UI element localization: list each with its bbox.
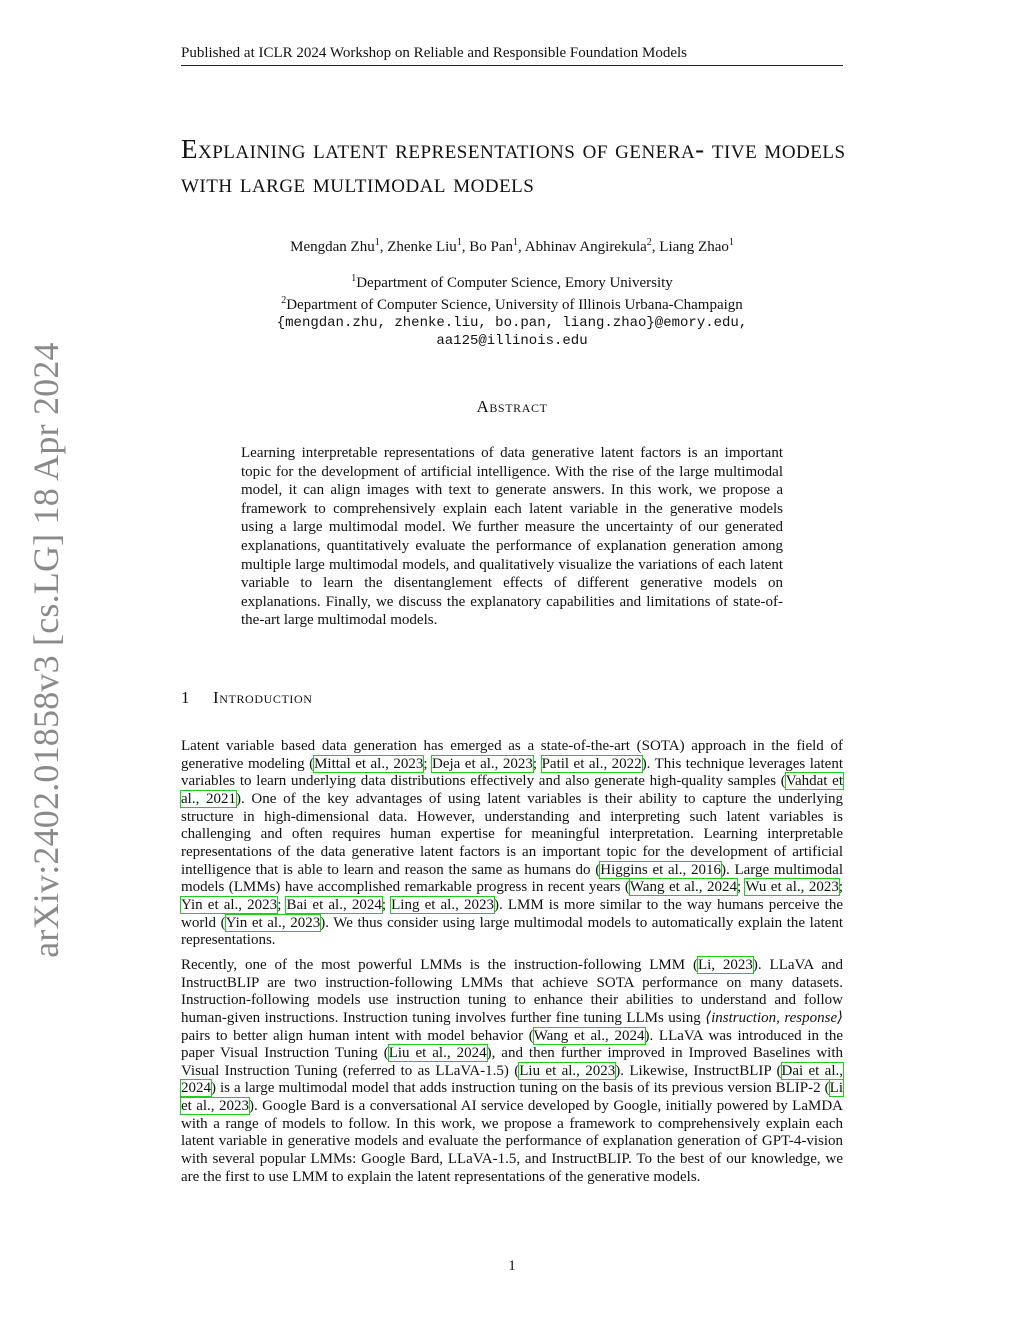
citation-link[interactable]: Vahdat et al., 2021	[181, 773, 844, 807]
arxiv-identifier: arXiv:2402.01858v3 [cs.LG] 18 Apr 2024	[26, 342, 66, 958]
citation-link[interactable]: Liu et al., 2023	[519, 1062, 616, 1079]
author: Bo Pan	[469, 239, 514, 255]
citation-link[interactable]: Dai et al., 2024	[181, 1062, 844, 1097]
running-header: Published at ICLR 2024 Workshop on Reliable and Responsible Foundation Models	[181, 44, 843, 66]
author-affil-mark: 1	[456, 237, 462, 248]
section-heading	[181, 688, 843, 708]
abstract-body: Learning interpretable representations of data generative latent factors is an important topic for the development of artificial intelligence. With the rise of the large multimodal model, it can align images with text to generate answers. In this work, we propose a framework to comprehensively explain each latent variable in the generative models using a large multimodal model. We further measure the uncertainty of our generated explanations, quantitatively evaluate the performance of explanation generation among multiple large multimodal models, and qualitatively visualize the variations of each latent variable to learn the disentanglement effects of different generative models on explanations. Finally, we discuss the explanatory capabilities and limitations of state-of-the-art large multimodal models.	[241, 445, 783, 629]
affiliation-text: Department of Computer Science, University of Illinois Urbana-Champaign	[286, 297, 743, 313]
author: Zhenke Liu	[387, 239, 457, 255]
author-affil-mark: 1	[728, 237, 734, 248]
author-affil-mark: 1	[374, 237, 380, 248]
citation-link[interactable]: Patil et al., 2022	[541, 755, 642, 772]
author: Liang Zhao	[659, 239, 729, 255]
email-line: {mengdan.zhu, zhenke.liu, bo.pan, liang.zhao}@emory.edu,	[276, 315, 748, 331]
author: Mengdan Zhu	[290, 239, 375, 255]
author: Abhinav Angirekula	[524, 239, 647, 255]
citation-link[interactable]: Ling et al., 2023	[391, 896, 494, 913]
affil-mark: 2	[281, 295, 287, 306]
citation-link[interactable]: Mittal et al., 2023	[314, 755, 424, 772]
paragraph: Latent variable based data generation has emerged as a state-of-the-art (SOTA) approach in the field of generative modeling (Mittal et al., 2023; Deja et al., 2023; Patil et al., 2022). This technique leverages latent variables to learn underlying data distributions effectively and also generate high-quality samples (Vahdat et al., 2021). One of the key advantages of using latent variables is their ability to capture the underlying structure in high-dimensional data. However, understanding and interpreting such latent variables is challenging and often requires human expertise for meaningful interpretation. Learning interpretable representations of the data generative latent factors is an important topic for the development of artificial intelligence that is able to learn and reason the same as humans do (Higgins et al., 2016). Large multimodal models (LMMs) have accomplished remarkable progress in recent years (Wang et al., 2024; Wu et al., 2023; Yin et al., 2023; Bai et al., 2024; Ling et al., 2023). LMM is more similar to the way humans perceive the world (Yin et al., 2023). We thus consider using large multimodal models to automatically explain the latent representations.	[181, 738, 844, 949]
affiliation-line	[181, 292, 843, 314]
section-title: Introduction	[213, 688, 313, 707]
citation-link[interactable]: Higgins et al., 2016	[600, 861, 721, 878]
citation-link[interactable]: Wang et al., 2024	[533, 1027, 645, 1044]
math-expression: ⟨instruction, response⟩	[705, 1009, 843, 1026]
affiliations	[181, 270, 843, 350]
section-number: 1	[181, 688, 191, 707]
affiliation-text: Department of Computer Science, Emory University	[356, 275, 673, 291]
citation-link[interactable]: Deja et al., 2023	[432, 755, 533, 772]
citation-link[interactable]: Bai et al., 2024	[286, 896, 382, 913]
citation-link[interactable]: Liu et al., 2024	[388, 1045, 487, 1062]
introduction-body	[181, 738, 843, 1193]
affil-mark: 1	[351, 273, 357, 284]
citation-link[interactable]: Li et al., 2023	[181, 1080, 843, 1115]
author-affil-mark: 1	[513, 237, 519, 248]
author-list: Mengdan Zhu$^1$, Zhenke Liu$^1$, Bo Pan$^1$, Abhinav Angirekula$^2$, Liang Zhao$^1$	[290, 237, 734, 255]
citation-link[interactable]: Li, 2023	[697, 956, 753, 973]
paper-title: Explaining latent representations of genera- tive models with large multimodal models	[181, 134, 846, 198]
page-number: 1	[508, 1258, 516, 1274]
citation-link[interactable]: Yin et al., 2023	[181, 896, 278, 913]
paragraph: Recently, one of the most powerful LMMs is the instruction-following LMM (Li, 2023). LLaVA and InstructBLIP are two instruction-following LMMs that achieve SOTA performance on many datasets. Instruction-following models use instruction tuning to enhance their abilities to understand and follow human-given instructions. Instruction tuning involves further fine tuning LLMs using ⟨instruction, response⟩ pairs to better align human intent with model behavior (Wang et al., 2024). LLaVA was introduced in the paper Visual Instruction Tuning (Liu et al., 2024), and then further improved in Improved Baselines with Visual Instruction Tuning (referred to as LLaVA-1.5) (Liu et al., 2023). Likewise, InstructBLIP (Dai et al., 2024) is a large multimodal model that adds instruction tuning on the basis of its previous version BLIP-2 (Li et al., 2023). Google Bard is a conversational AI service developed by Google, initially powered by LaMDA with a range of models to follow. In this work, we propose a framework to comprehensively explain each latent variable in generative models and evaluate the performance of explanation generation of GPT-4-vision with several popular LMMs: Google Bard, LLaVA-1.5, and InstructBLIP. To the best of our knowledge, we are the first to use LMM to explain the latent representations of the generative models.	[181, 956, 844, 1185]
citation-link[interactable]: Wu et al., 2023	[745, 879, 839, 896]
email-line: aa125@illinois.edu	[436, 333, 588, 349]
citation-link[interactable]: Wang et al., 2024	[629, 879, 737, 896]
author-affil-mark: 2	[646, 237, 652, 248]
citation-link[interactable]: Yin et al., 2023	[225, 914, 321, 931]
affiliation-line	[181, 270, 843, 292]
abstract-heading: Abstract	[476, 397, 548, 416]
